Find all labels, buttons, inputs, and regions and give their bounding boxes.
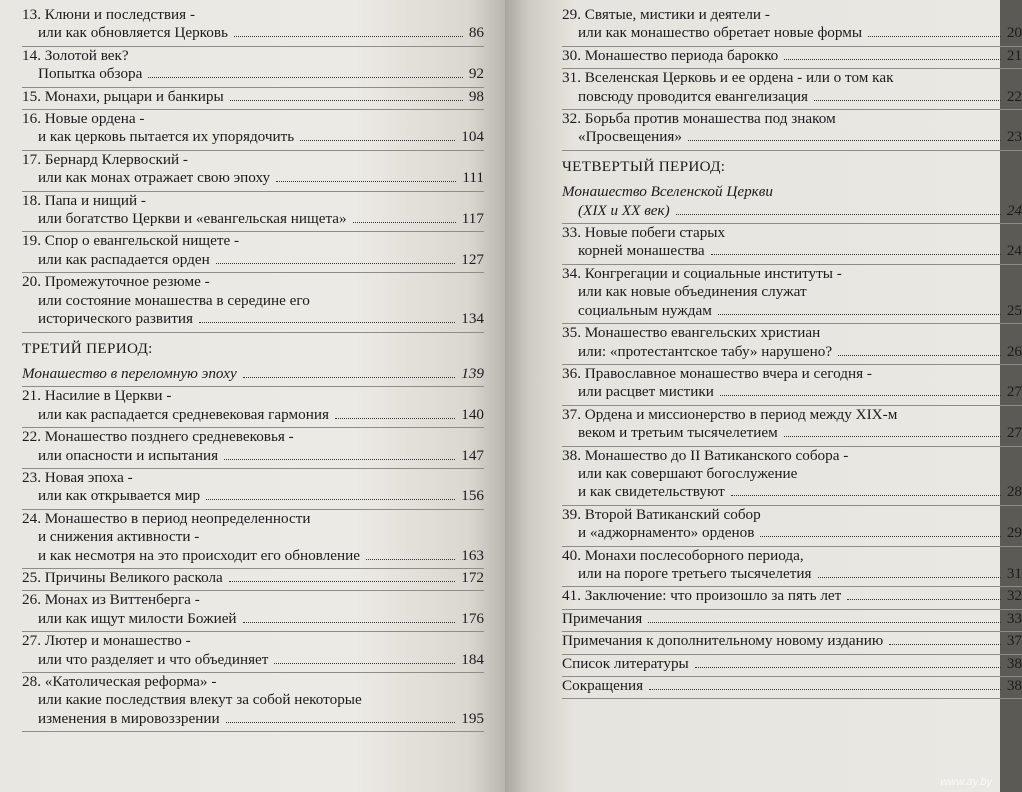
toc-page-number: 24	[1006, 201, 1022, 219]
toc-entry-line: 17. Бернард Клервоский -	[22, 150, 188, 168]
toc-entry-line: 24. Монашество в период неопределенности	[22, 509, 311, 527]
dot-leader	[784, 436, 1001, 437]
toc-entry	[562, 183, 1022, 220]
toc-entry	[562, 224, 1022, 261]
dot-leader	[300, 140, 455, 141]
toc-entry-text: или как распадается орден	[38, 250, 210, 268]
toc-entry-text: изменения в мировоззрении	[38, 709, 220, 727]
toc-entry-line: или состояние монашества в середине его	[38, 291, 310, 309]
toc-entry-text: и как несмотря на это происходит его обновление	[38, 546, 360, 564]
divider	[22, 332, 484, 333]
toc-entry-text: или опасности и испытания	[38, 446, 219, 464]
toc-page-number: 27	[1006, 424, 1022, 442]
toc-entry	[22, 47, 484, 84]
toc-entry	[22, 591, 484, 628]
toc-page-number: 22	[1006, 87, 1022, 105]
toc-page-number: 172	[461, 568, 484, 586]
toc-entry-text: 41. Заключение: что произошло за пять лет	[562, 587, 842, 605]
toc-entry	[562, 587, 1022, 605]
dot-leader	[760, 536, 1000, 537]
dot-leader	[814, 100, 1001, 101]
toc-entry-last-line	[22, 24, 484, 42]
toc-entry-line: 35. Монашество евангельских христиан	[562, 324, 821, 342]
toc-entry-last-line	[562, 88, 1022, 106]
toc-entry-line: 36. Православное монашество вчера и сегодня -	[562, 364, 872, 382]
toc-entry	[562, 406, 1022, 443]
toc-entry-last-line	[562, 677, 1022, 695]
period-heading: ЧЕТВЕРТЫЙ ПЕРИОД:	[562, 157, 726, 175]
toc-entry-line: 28. «Католическая реформа» -	[22, 673, 217, 690]
dot-leader	[889, 644, 1001, 645]
toc-entry-text: или как монашество обретает новые формы	[578, 24, 863, 42]
toc-entry-line: 18. Папа и нищий -	[22, 191, 146, 209]
toc-entry	[562, 365, 1022, 402]
dot-leader	[718, 314, 1001, 315]
toc-entry-text: или как обновляется Церковь	[38, 24, 228, 42]
toc-entry-last-line	[562, 587, 1022, 605]
toc-entry	[562, 632, 1022, 650]
dot-leader	[818, 577, 1001, 578]
dot-leader	[243, 377, 456, 378]
toc-page-number: 20	[1006, 24, 1022, 42]
toc-page-number: 195	[461, 709, 484, 727]
toc-entry	[22, 151, 484, 188]
toc-entry-text: или богатство Церкви и «евангельская нищета»	[38, 210, 347, 228]
toc-entry	[22, 673, 484, 728]
toc-entry-line: 39. Второй Ватиканский собор	[562, 505, 761, 523]
dot-leader	[274, 663, 455, 664]
dot-leader	[695, 667, 1001, 668]
toc-entry-line: 29. Святые, мистики и деятели -	[562, 6, 770, 23]
toc-entry-text: или как монах отражает свою эпоху	[38, 169, 271, 187]
toc-entry-last-line	[562, 565, 1022, 583]
toc-entry	[22, 510, 484, 565]
dot-leader	[688, 140, 1001, 141]
toc-entry-line: 22. Монашество позднего средневековья -	[22, 428, 294, 446]
toc-entry-text: Монашество в переломную эпоху	[22, 364, 237, 382]
toc-page-number: 86	[468, 24, 484, 42]
toc-page-number: 111	[462, 169, 484, 187]
toc-entry	[562, 110, 1022, 147]
toc-entry-line: 37. Ордена и миссионерство в период между XIX-м	[562, 405, 898, 423]
dot-leader	[649, 689, 1001, 690]
toc-entry-text: Попытка обзора	[38, 65, 143, 83]
dot-leader	[847, 599, 1001, 600]
toc-entry	[22, 428, 484, 465]
dot-leader	[353, 222, 456, 223]
toc-entry-text: веком и третьим тысячелетием	[578, 424, 778, 442]
toc-entry	[562, 6, 1022, 43]
toc-page-number: 38	[1006, 677, 1022, 694]
toc-page-number: 21	[1006, 46, 1022, 64]
toc-entry	[22, 273, 484, 328]
toc-entry-line: 20. Промежуточное резюме -	[22, 273, 210, 291]
divider	[22, 731, 484, 732]
toc-page-number: 140	[461, 405, 484, 423]
toc-entry-line: 13. Клюни и последствия -	[22, 6, 196, 23]
toc-page-number: 32	[1006, 587, 1022, 605]
dot-leader	[335, 418, 455, 419]
toc-entry-last-line	[22, 487, 484, 505]
toc-entry-last-line	[562, 202, 1022, 220]
toc-page-number: 29	[1006, 524, 1022, 542]
toc-entry-text: или: «протестантское табу» нарушено?	[578, 342, 833, 360]
toc-entry-line: 40. Монахи послесоборного периода,	[562, 546, 804, 564]
dot-leader	[731, 495, 1001, 496]
toc-entry-line: или как совершают богослужение	[578, 464, 798, 482]
toc-entry-line: 34. Конгрегации и социальные институты -	[562, 264, 842, 282]
toc-entry-last-line	[562, 302, 1022, 320]
toc-entry-text: или на пороге третьего тысячелетия	[578, 564, 812, 582]
dot-leader	[226, 722, 456, 723]
toc-entry-last-line	[562, 343, 1022, 361]
left-toc-column	[22, 6, 484, 732]
dot-leader	[230, 100, 463, 101]
toc-entry-text: Примечания к дополнительному новому изданию	[562, 632, 884, 650]
toc-entry-line: 19. Спор о евангельской нищете -	[22, 232, 240, 250]
toc-entry-last-line	[22, 447, 484, 465]
toc-entry	[562, 610, 1022, 628]
toc-entry-line: Монашество Вселенской Церкви	[562, 183, 773, 201]
toc-entry	[562, 324, 1022, 361]
toc-entry-last-line	[22, 210, 484, 228]
toc-entry-last-line	[562, 524, 1022, 542]
toc-page-number: 28	[1006, 483, 1022, 501]
toc-page-number: 127	[461, 250, 484, 268]
dot-leader	[234, 36, 463, 37]
toc-entry-line: 16. Новые ордена -	[22, 110, 145, 128]
toc-entry	[562, 47, 1022, 65]
dot-leader	[229, 581, 455, 582]
toc-entry	[22, 110, 484, 147]
toc-entry	[22, 232, 484, 269]
toc-entry-line: и снижения активности -	[38, 528, 200, 546]
toc-entry-line: 21. Насилие в Церкви -	[22, 387, 172, 405]
toc-entry	[562, 447, 1022, 502]
toc-entry-text: 25. Причины Великого раскола	[22, 568, 223, 586]
toc-entry-line: 26. Монах из Виттенберга -	[22, 591, 200, 609]
toc-entry	[22, 6, 484, 43]
toc-page-number: 31	[1006, 564, 1022, 582]
toc-entry	[22, 365, 484, 383]
toc-entry-text: или что разделяет и что объединяет	[38, 650, 269, 668]
toc-entry-last-line	[22, 310, 484, 328]
toc-entry-text: Сокращения	[562, 677, 644, 694]
toc-entry-text: «Просвещения»	[578, 128, 682, 146]
dot-leader	[243, 622, 456, 623]
toc-page-number: 147	[461, 446, 484, 464]
toc-page-number: 23	[1006, 128, 1022, 146]
toc-page-number: 176	[461, 609, 484, 627]
toc-entry-last-line	[562, 632, 1022, 650]
toc-entry-last-line	[562, 424, 1022, 442]
toc-entry-last-line	[22, 651, 484, 669]
toc-entry-line: или какие последствия влекут за собой некоторые	[38, 691, 362, 709]
toc-page-number: 24	[1006, 242, 1022, 260]
right-page	[505, 0, 1022, 792]
toc-entry	[22, 469, 484, 506]
toc-entry-last-line	[22, 65, 484, 83]
dot-leader	[711, 254, 1001, 255]
toc-entry-line: 27. Лютер и монашество -	[22, 632, 191, 650]
dot-leader	[216, 263, 455, 264]
toc-page-number: 139	[461, 364, 484, 382]
toc-entry-text: корней монашества	[578, 242, 705, 260]
toc-entry-text: (XIX и XX век)	[578, 201, 670, 219]
toc-entry	[562, 69, 1022, 106]
toc-entry-last-line	[562, 655, 1022, 673]
toc-entry-text: и как церковь пытается их упорядочить	[38, 128, 295, 146]
toc-entry-last-line	[22, 710, 484, 728]
toc-page-number: 92	[468, 65, 484, 83]
divider	[562, 698, 1022, 699]
toc-entry-text: и как свидетельствуют	[578, 483, 725, 501]
toc-entry-line: 32. Борьба против монашества под знаком	[562, 110, 836, 128]
toc-entry-text: или расцвет мистики	[578, 383, 714, 401]
toc-entry-line: 33. Новые побеги старых	[562, 224, 726, 242]
divider	[562, 150, 1022, 151]
dot-leader	[206, 499, 455, 500]
toc-entry-last-line	[562, 483, 1022, 501]
toc-entry	[22, 88, 484, 106]
toc-page-number: 163	[461, 546, 484, 564]
toc-entry-text: повсюду проводится евангелизация	[578, 87, 809, 105]
toc-entry-last-line	[22, 610, 484, 628]
toc-entry-line: 38. Монашество до II Ватиканского собора -	[562, 446, 849, 464]
toc-page-number: 25	[1006, 301, 1022, 319]
toc-entry-last-line	[22, 251, 484, 269]
dot-leader	[838, 355, 1001, 356]
toc-entry-last-line	[22, 365, 484, 383]
toc-entry	[22, 387, 484, 424]
toc-page-number: 134	[461, 310, 484, 328]
toc-entry-last-line	[22, 569, 484, 587]
toc-entry-text: Примечания	[562, 609, 643, 627]
dot-leader	[868, 36, 1001, 37]
toc-entry-text: или как открывается мир	[38, 487, 201, 505]
toc-entry-text: или как ищут милости Божией	[38, 609, 237, 627]
toc-entry-last-line	[562, 383, 1022, 401]
toc-entry-text: 30. Монашество периода барокко	[562, 46, 779, 64]
toc-page-number: 38	[1006, 654, 1022, 672]
toc-entry-text: или как распадается средневековая гармония	[38, 405, 329, 423]
toc-entry-line: 14. Золотой век?	[22, 46, 129, 64]
period-heading: ТРЕТИЙ ПЕРИОД:	[22, 339, 153, 357]
dot-leader	[784, 59, 1001, 60]
toc-page-number: 184	[461, 650, 484, 668]
dot-leader	[276, 181, 456, 182]
toc-entry	[562, 506, 1022, 543]
dot-leader	[148, 77, 462, 78]
toc-entry-line: или как новые объединения служат	[578, 283, 807, 301]
toc-page-number: 98	[468, 87, 484, 105]
right-toc-column	[562, 6, 1022, 699]
dot-leader	[676, 214, 1001, 215]
dot-leader	[199, 322, 455, 323]
toc-entry-last-line	[22, 169, 484, 187]
toc-entry	[562, 677, 1022, 695]
toc-entry-text: Список литературы	[562, 654, 689, 672]
toc-entry-line: 23. Новая эпоха -	[22, 468, 133, 486]
toc-entry-last-line	[562, 47, 1022, 65]
toc-entry-last-line	[22, 128, 484, 146]
left-page	[0, 0, 505, 792]
toc-entry-last-line	[562, 128, 1022, 146]
toc-entry-last-line	[562, 24, 1022, 42]
toc-entry	[22, 192, 484, 229]
toc-page-number: 37	[1006, 632, 1022, 650]
toc-page-number: 27	[1006, 383, 1022, 401]
toc-page-number: 156	[461, 487, 484, 505]
toc-entry-text: социальным нуждам	[578, 301, 712, 319]
toc-entry-last-line	[22, 547, 484, 565]
toc-entry-line: 31. Вселенская Церковь и ее ордена - или о том как	[562, 69, 894, 87]
toc-entry-text: 15. Монахи, рыцари и банкиры	[22, 87, 224, 105]
toc-entry-last-line	[22, 88, 484, 106]
toc-page-number: 33	[1006, 609, 1022, 627]
toc-entry	[562, 547, 1022, 584]
toc-entry	[562, 655, 1022, 673]
toc-page-number: 117	[461, 210, 484, 228]
toc-entry-last-line	[22, 406, 484, 424]
toc-entry-last-line	[562, 242, 1022, 260]
toc-entry-last-line	[562, 610, 1022, 628]
dot-leader	[366, 559, 455, 560]
toc-page-number: 26	[1006, 342, 1022, 360]
dot-leader	[224, 459, 455, 460]
toc-entry	[562, 265, 1022, 320]
dot-leader	[720, 395, 1001, 396]
dot-leader	[648, 622, 1001, 623]
toc-entry-text: и «аджорнаменто» орденов	[578, 524, 755, 542]
toc-entry	[22, 569, 484, 587]
toc-entry	[22, 632, 484, 669]
watermark: www.ay.by	[940, 776, 992, 788]
toc-entry-text: исторического развития	[38, 310, 193, 328]
toc-page-number: 104	[461, 128, 484, 146]
